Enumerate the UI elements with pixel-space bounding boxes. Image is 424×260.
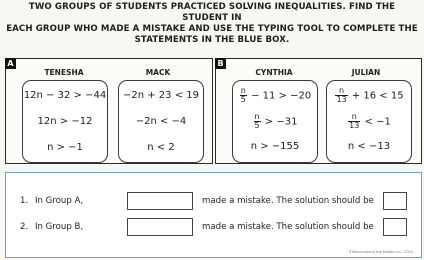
group-a-student-input[interactable]	[127, 192, 193, 210]
question-1	[20, 192, 410, 210]
step-line: 12n > −12	[37, 116, 93, 127]
fraction: $\frac{n}{13}$	[349, 112, 360, 130]
group-b-panel	[215, 58, 422, 164]
student-name-cynthia: CYNTHIA	[255, 68, 293, 77]
title-line-2: EACH GROUP WHO MADE A MISTAKE AND USE THE TYPING TOOL TO COMPLETE THE	[6, 24, 418, 34]
fraction: $\frac{n}{5}$	[240, 86, 246, 104]
work-card-tenesha	[22, 80, 108, 163]
fraction: $\frac{n}{5}$	[254, 112, 260, 130]
group-b-tag: B	[215, 58, 226, 69]
step-line: $\frac{n}{13}$ + 16 < 15	[336, 86, 404, 104]
copyright-credit: ©Maneuvering the Middle LLC, 2024	[348, 250, 413, 254]
group-a-tag: A	[5, 58, 16, 69]
question-text: made a mistake. The solution should be	[202, 222, 374, 232]
answer-box	[5, 172, 422, 258]
step-line: n < 2	[147, 142, 175, 153]
student-name-julian: JULIAN	[351, 68, 381, 77]
step-line: n > −1	[47, 142, 83, 153]
step-line: −2n < −4	[135, 116, 187, 127]
question-2	[20, 218, 410, 236]
work-card-julian	[326, 80, 412, 163]
step-line: −2n + 23 < 19	[122, 90, 199, 101]
question-number: 1.	[20, 196, 29, 206]
step-line: $\frac{n}{5}$ − 11 > −20	[240, 86, 312, 104]
student-name-tenesha: TENESHA	[44, 68, 84, 77]
title-line-3: STATEMENTS IN THE BLUE BOX.	[134, 35, 290, 45]
instructions-title	[6, 2, 418, 46]
title-line-1: TWO GROUPS OF STUDENTS PRACTICED SOLVING INEQUALITIES. FIND THE STUDENT IN	[28, 2, 396, 23]
question-lead: In Group A,	[34, 196, 84, 206]
work-card-mack	[118, 80, 204, 163]
question-text: made a mistake. The solution should be	[202, 196, 374, 206]
step-line: 12n − 32 > −44	[23, 90, 107, 101]
step-line: n < −13	[347, 141, 391, 152]
student-name-mack: MACK	[145, 68, 171, 77]
step-line: $\frac{n}{5}$ > −31	[254, 112, 298, 130]
step-line: n > −155	[250, 141, 300, 152]
fraction: $\frac{n}{13}$	[336, 86, 347, 104]
question-lead: In Group B,	[34, 222, 84, 232]
group-b-student-input[interactable]	[127, 218, 193, 236]
group-b-solution-input[interactable]	[383, 218, 407, 236]
group-a-solution-input[interactable]	[383, 192, 407, 210]
question-number: 2.	[20, 222, 29, 232]
work-card-cynthia	[232, 80, 318, 163]
step-line: $\frac{n}{13}$ < −1	[349, 112, 391, 130]
group-a-panel	[5, 58, 213, 164]
